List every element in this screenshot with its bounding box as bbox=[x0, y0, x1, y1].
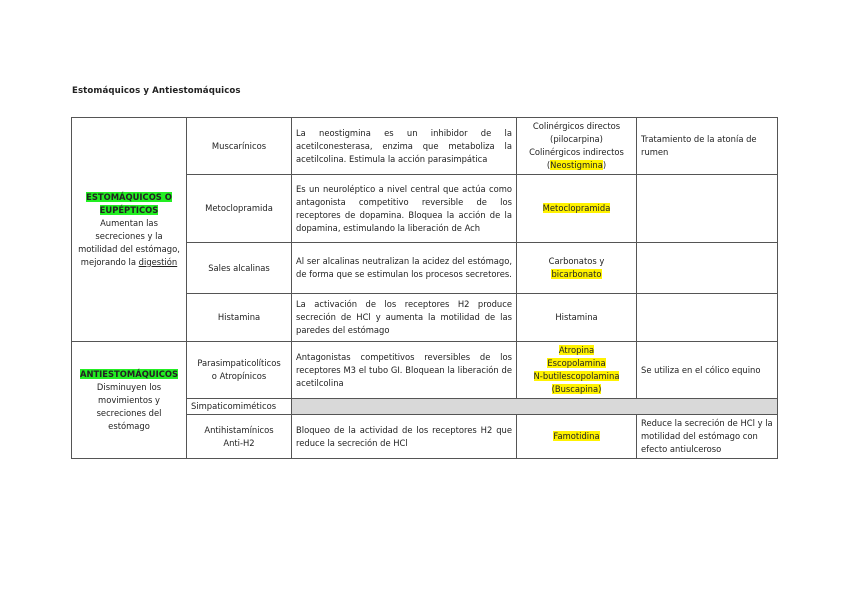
clinical-use: Tratamiento de la atonía de rumen bbox=[637, 118, 778, 175]
example-highlight: Neostigmina bbox=[550, 160, 603, 170]
example-highlight: N-butilescopolamina bbox=[533, 371, 620, 381]
drug-name-line: o Atropínicos bbox=[211, 371, 267, 381]
empty-gray-cell bbox=[292, 399, 778, 415]
drug-name bbox=[187, 415, 292, 459]
examples: Histamina bbox=[517, 294, 637, 342]
mechanism: La activación de los receptores H2 produce secreción de HCl y aumenta la motilidad de las paredes del estómago bbox=[292, 294, 517, 342]
mechanism: Antagonistas competitivos reversibles de los receptores M3 el tubo GI. Bloquean la liberación de acetilcolina bbox=[292, 342, 517, 399]
example-highlight: Metoclopramida bbox=[542, 203, 611, 213]
drug-table bbox=[71, 117, 778, 459]
example-highlight: Famotidina bbox=[553, 431, 600, 441]
example-line: ( bbox=[546, 160, 551, 170]
clinical-use: Reduce la secreción de HCl y la motilidad del estómago con efecto antiulceroso bbox=[637, 415, 778, 459]
examples bbox=[517, 342, 637, 399]
example-highlight: Atropina bbox=[558, 345, 595, 355]
examples bbox=[517, 118, 637, 175]
drug-name-line: Anti-H2 bbox=[223, 437, 255, 448]
clinical-use bbox=[637, 243, 778, 294]
group-antiestomaquicos-label: ANTIESTOMÁQUICOS bbox=[79, 368, 179, 379]
drug-name-line: Parasimpaticolíticos bbox=[197, 358, 281, 368]
group-estomaquicos-desc: Aumentan las secreciones y la motilidad del estómago, mejorando la bbox=[78, 217, 180, 267]
drug-name: Histamina bbox=[187, 294, 292, 342]
example-line: Colinérgicos indirectos bbox=[529, 147, 624, 157]
example-line: (pilocarpina) bbox=[550, 134, 603, 144]
example-line: Colinérgicos directos bbox=[532, 121, 621, 131]
example-highlight: Escopolamina bbox=[547, 358, 606, 368]
example-line: ) bbox=[602, 160, 607, 170]
clinical-use bbox=[637, 294, 778, 342]
drug-name: Simpaticomiméticos bbox=[187, 399, 292, 415]
example-highlight: bicarbonato bbox=[551, 269, 602, 279]
mechanism: Al ser alcalinas neutralizan la acidez del estómago, de forma que se estimulan los procesos secretores. bbox=[292, 243, 517, 294]
clinical-use: Se utiliza en el cólico equino bbox=[637, 342, 778, 399]
examples bbox=[517, 175, 637, 243]
group-estomaquicos-cell bbox=[72, 118, 187, 342]
drug-name: Muscarínicos bbox=[187, 118, 292, 175]
examples bbox=[517, 243, 637, 294]
table-row bbox=[72, 342, 778, 399]
mechanism: Es un neuroléptico a nivel central que actúa como antagonista competitivo reversible de los receptores de dopamina. Bloquea la acción de la dopamina, estimulando la liberación de Ach bbox=[292, 175, 517, 243]
group-antiestomaquicos-desc: Disminuyen los movimientos y secreciones del estómago bbox=[96, 381, 162, 431]
example-line: Carbonatos y bbox=[548, 256, 605, 266]
drug-name: Metoclopramida bbox=[187, 175, 292, 243]
table-row bbox=[72, 118, 778, 175]
clinical-use bbox=[637, 175, 778, 243]
mechanism: Bloqueo de la actividad de los receptores H2 que reduce la secreción de HCl bbox=[292, 415, 517, 459]
digestion-link: digestión bbox=[138, 256, 178, 267]
example-highlight: (Buscapina) bbox=[551, 384, 602, 394]
examples bbox=[517, 415, 637, 459]
page-title: Estomáquicos y Antiestomáquicos bbox=[72, 86, 241, 96]
group-antiestomaquicos-cell bbox=[72, 342, 187, 459]
group-estomaquicos-label-2: EUPÉPTICOS bbox=[99, 204, 159, 215]
drug-name-line: Antihistamínicos bbox=[204, 424, 274, 435]
mechanism: La neostigmina es un inhibidor de la acetilconesterasa, enzima que metaboliza la acetilcolina. Estimula la acción parasimpática bbox=[292, 118, 517, 175]
drug-name bbox=[187, 342, 292, 399]
group-estomaquicos-label: ESTOMÁQUICOS O bbox=[86, 191, 172, 202]
drug-name: Sales alcalinas bbox=[187, 243, 292, 294]
